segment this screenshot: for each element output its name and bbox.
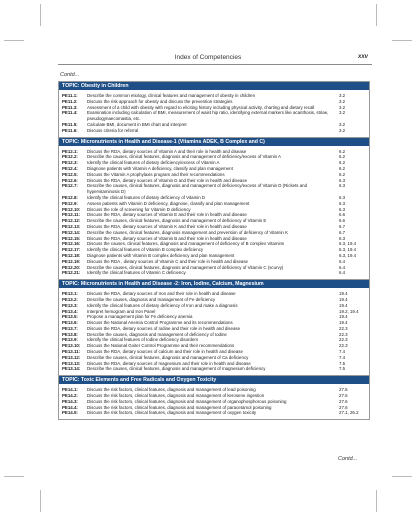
competency-row: [59, 366, 369, 372]
competency-description: Discuss the RDA, dietary sources of Vitamin A and their role in health and disease: [87, 148, 247, 154]
competency-code: PE13.5:: [62, 314, 78, 320]
chapter-reference: 6.6: [339, 218, 346, 224]
competency-description: Describe the causes, clinical features, diagnosis and management of deficiency/excess of Vitamin D (Rickets and hypervitaminosis D): [87, 183, 308, 195]
competency-code: PE13.1:: [62, 291, 78, 297]
competency-group: [59, 384, 369, 419]
chapter-reference: 19.4: [339, 314, 348, 320]
competency-description: Describe the causes, clinical features, diagnosis and management of magnesium deficiency: [87, 366, 266, 372]
competency-code: PE11.6:: [62, 127, 78, 133]
competency-row: [59, 128, 369, 134]
chapter-reference: 6.2: [339, 171, 346, 177]
chapter-reference: 7.4: [339, 354, 346, 360]
competency-description: Diagnose patients with Vitamin B complex deficiency and plan management: [87, 252, 235, 258]
crop-mark-top-right-v: [376, 4, 377, 26]
chapter-reference: 27.6: [339, 393, 348, 399]
competency-code: PE13.3:: [62, 302, 78, 308]
competency-code: PE12.1:: [62, 148, 78, 154]
chapter-reference: 19.4: [339, 320, 348, 326]
chapter-reference: 6.7: [339, 223, 346, 229]
chapter-reference: 6.3: [339, 235, 346, 241]
topic-header: TOPIC: Micronutrients in Health and Disease -2: Iron, Iodine, Calcium, Magnesium: [59, 279, 369, 288]
competency-code: PE12.5:: [62, 171, 78, 177]
competency-description: Identify the clinical features of dietary deficiency/excess of Vitamin A: [87, 160, 220, 166]
chapter-reference: 22.3: [339, 343, 348, 349]
competency-description: Identify the clinical features of Iodine deficiency disorders: [87, 337, 199, 343]
chapter-reference: 6.3, 19.4: [339, 252, 357, 258]
competency-code: PE12.21:: [62, 270, 81, 276]
competency-code: PE12.18:: [62, 252, 81, 258]
chapter-reference: 6.3: [339, 206, 346, 212]
competency-code: PE12.13:: [62, 223, 81, 229]
chapter-reference: 27.1, 26.2: [339, 410, 359, 416]
competency-code: PE13.13:: [62, 360, 81, 366]
competency-group: [59, 288, 369, 375]
competency-description: Identify the clinical features of Vitamin C deficiency: [87, 270, 186, 276]
competency-row: [59, 110, 369, 122]
crop-mark-bottom-left: [4, 476, 24, 477]
competency-description: Discuss the RDA, dietary sources of Vitamin E and their role in health and disease: [87, 212, 247, 218]
chapter-reference: 19.2, 19.4: [339, 308, 359, 314]
competency-code: PE13.9:: [62, 337, 78, 343]
competency-description: Discuss the Vitamin A prophylaxis program and their recommendations: [87, 171, 225, 177]
competency-code: PE13.8:: [62, 331, 78, 337]
competency-code: PE14.3:: [62, 398, 78, 404]
competency-description: Discuss the role of screening for Vitamin D deficiency: [87, 206, 191, 212]
competency-description: Discuss the RDA, dietary sources of Iodine and their role in health and disease: [87, 325, 241, 331]
competency-row: [59, 270, 369, 276]
competency-code: PE12.3:: [62, 160, 78, 166]
competency-code: PE13.11:: [62, 349, 81, 355]
contd-label-bottom: Contd...: [338, 456, 358, 462]
chapter-reference: 6.4: [339, 258, 346, 264]
competency-code: PE12.20:: [62, 264, 81, 270]
chapter-reference: 6.2: [339, 154, 346, 160]
competency-code: PE13.7:: [62, 325, 78, 331]
competency-description: Discuss the risk factors, clinical features, diagnosis and management of organophosphorous poisoning: [87, 398, 287, 404]
chapter-reference: 6.3: [339, 200, 346, 206]
chapter-reference: 6.2: [339, 165, 346, 171]
competency-description: Describe the causes, diagnosis and management of Fe deficiency: [87, 296, 216, 302]
chapter-reference: 3.2: [339, 93, 346, 98]
competency-description: Discuss the RDA, dietary sources of Vitamin D and their role in health and disease: [87, 177, 248, 183]
competency-code: PE11.5:: [62, 121, 78, 127]
chapter-reference: 3.2: [339, 110, 346, 116]
competency-code: PE12.15:: [62, 235, 81, 241]
chapter-reference: 19.4: [339, 291, 348, 297]
chapter-reference: 6.3, 19.4: [339, 241, 357, 247]
competency-code: PE12.16:: [62, 241, 81, 247]
chapter-reference: 6.6: [339, 212, 346, 218]
competency-code: PE12.14:: [62, 229, 81, 235]
competency-code: PE11.4:: [62, 110, 78, 116]
competency-code: PE12.19:: [62, 258, 81, 264]
competency-code: PE12.11:: [62, 212, 81, 218]
competency-code: PE13.14:: [62, 366, 81, 372]
chapter-reference: 27.6: [339, 404, 348, 410]
chapter-reference: 27.6: [339, 398, 348, 404]
chapter-reference: 3.2: [339, 127, 346, 133]
competency-description: Identify the clinical features of dietary deficiency of Vitamin D: [87, 194, 206, 200]
crop-mark-top-left-v: [40, 4, 41, 26]
page-header: [0, 52, 416, 66]
competency-description: Discuss the risk approach for obesity and discuss the prevention strategies: [87, 98, 233, 104]
competency-description: Discuss the causes, clinical features, diagnosis and management of deficiency of B complex Vitamins: [87, 241, 285, 247]
competency-description: Describe the causes, clinical features, diagnosis and management of Ca deficiency: [87, 354, 249, 360]
chapter-reference: 6.3: [339, 177, 346, 183]
chapter-reference: 3.2: [339, 104, 346, 110]
competency-description: Discuss the risk factors, clinical features, diagnosis and management of paracetamol poisoning: [87, 404, 272, 410]
chapter-reference: 27.6: [339, 387, 348, 393]
competency-code: PE14.4:: [62, 404, 78, 410]
competency-description: Identify the clinical features of Vitamin B complex deficiency: [87, 247, 204, 253]
competency-description: Diagnose patients with Vitamin A deficiency, classify and plan management: [87, 165, 233, 171]
chapter-reference: 3.2: [339, 121, 346, 127]
competency-row: [59, 183, 369, 195]
topic-header: TOPIC: Toxic Elements and Free Radicals and Oxygen Toxicity: [59, 375, 369, 384]
chapter-reference: 19.4: [339, 296, 348, 302]
competency-code: PE12.10:: [62, 206, 81, 212]
header-title: Index of Competencies: [174, 54, 242, 61]
competency-description: Discuss the risk factors, clinical features, diagnosis and management of lead poisoning: [87, 387, 256, 393]
competency-description: Discuss the risk factors, clinical features, diagnosis and management of oxygen toxicity: [87, 410, 257, 416]
competency-description: Describe the causes, clinical features, diagnosis and management of deficiency of Vitamin C (scurvy): [87, 264, 284, 270]
chapter-reference: 6.3: [339, 183, 346, 189]
competency-code: PE11.1:: [62, 93, 78, 98]
competency-description: Discuss the RDA , dietary sources of Vitamin C and their role in health and disease: [87, 258, 248, 264]
competency-code: PE13.12:: [62, 354, 81, 360]
competency-description: Calculate BMI, document in BMI chart and interpret: [87, 121, 187, 127]
topic-header: TOPIC: Micronutrients in Health and Disease-1 (Vitamins ADEK, B Complex and C): [59, 137, 369, 146]
competency-description: Discuss the risk factors, clinical features, diagnosis and management of kerosene ingestion: [87, 393, 265, 399]
competency-code: PE14.2:: [62, 393, 78, 399]
chapter-reference: 22.3: [339, 325, 348, 331]
competency-code: PE14.5:: [62, 410, 78, 416]
competency-code: PE14.1:: [62, 387, 78, 393]
competency-description: Discuss criteria for referral: [87, 127, 139, 133]
competency-description: Describe the causes, clinical features, diagnosis and management of deficiency/excess of Vitamin A: [87, 154, 281, 160]
competency-code: PE12.2:: [62, 154, 78, 160]
competency-description: Discuss the RDA, dietary sources of Iron and their role in health and disease: [87, 291, 236, 297]
competency-description: Describe the common etiology, clinical features and management of obesity in children: [87, 93, 256, 98]
crop-mark-bottom-right-v: [376, 490, 377, 512]
page-number: xxv: [357, 54, 368, 60]
competency-group: [59, 90, 369, 137]
competency-description: Propose a management plan for Fe deficiency anemia: [87, 314, 193, 320]
competency-code: PE12.9:: [62, 200, 78, 206]
chapter-reference: 22.3: [339, 331, 348, 337]
competency-code: PE12.8:: [62, 194, 78, 200]
competency-code: PE11.3:: [62, 104, 78, 110]
competency-group: [59, 146, 369, 280]
competency-code: PE11.2:: [62, 98, 78, 104]
chapter-reference: 7.4: [339, 349, 346, 355]
chapter-reference: 7.5: [339, 360, 346, 366]
competency-description: Identify the clinical features of dietary deficiency of Iron and make a diagnosis: [87, 302, 238, 308]
competency-code: PE12.17:: [62, 247, 81, 253]
chapter-reference: 6.4: [339, 270, 346, 276]
competency-table: [58, 81, 370, 420]
chapter-reference: 22.3: [339, 337, 348, 343]
competency-code: PE12.6:: [62, 177, 78, 183]
crop-mark-top-right: [392, 40, 412, 41]
contd-label-top: Contd...: [60, 72, 80, 78]
competency-description: Discuss the RDA, dietary sources of calcium and their role in health and disease: [87, 349, 243, 355]
competency-code: PE12.12:: [62, 218, 81, 224]
competency-description: Discuss the National Anemia Control Programme and its recommendations: [87, 320, 233, 326]
topic-header: TOPIC: Obesity in Children: [59, 82, 369, 90]
competency-code: PE12.4:: [62, 165, 78, 171]
competency-row: [59, 410, 369, 416]
chapter-reference: 6.2: [339, 160, 346, 166]
chapter-reference: 7.5: [339, 366, 346, 372]
competency-description: Discuss the RDA, dietary sources of Vitamin B and their role in health and disease: [87, 235, 247, 241]
competency-code: PE13.10:: [62, 343, 81, 349]
competency-description: Describe the causes, clinical features, diagnosis and management of deficiency of Vitamin E: [87, 218, 267, 224]
crop-mark-bottom-right: [392, 476, 412, 477]
competency-description: Assessment of a child with obesity with regard to eliciting history including physical activity, charting and dietary recall: [87, 104, 315, 110]
competency-description: Describe the causes, diagnosis and management of deficiency of Iodine: [87, 331, 227, 337]
chapter-reference: 3.2: [339, 98, 346, 104]
competency-description: Examination including calculation of BMI, measurement of waist hip ratio, identifying external markers like acanthosis, striae, pseudogynaecomastia, etc.: [87, 110, 329, 122]
competency-description: Discuss the RDA, dietary sources of magnesium and their role in health and disease: [87, 360, 251, 366]
crop-mark-bottom-left-v: [40, 490, 41, 512]
competency-description: Discuss the RDA, dietary sources of Vitamin K and their role in health and disease: [87, 223, 247, 229]
competency-description: Discuss the National Goiter Control Programme and their recommendations: [87, 343, 235, 349]
chapter-reference: 6.4: [339, 264, 346, 270]
competency-description: Interpret hemogram and Iron Panel: [87, 308, 156, 314]
header-rule: [58, 64, 372, 65]
competency-code: PE13.2:: [62, 296, 78, 302]
competency-code: PE13.4:: [62, 308, 78, 314]
chapter-reference: 6.7: [339, 229, 346, 235]
chapter-reference: 6.3, 19.4: [339, 247, 357, 253]
chapter-reference: 6.3: [339, 194, 346, 200]
competency-code: PE13.6:: [62, 320, 78, 326]
crop-mark-top-left: [4, 40, 24, 41]
competency-code: PE12.7:: [62, 183, 78, 189]
chapter-reference: 6.2: [339, 148, 346, 154]
competency-description: Describe the causes, clinical features, diagnosis management and prevention of deficiency of Vitamin K: [87, 229, 289, 235]
chapter-reference: 19.4: [339, 302, 348, 308]
competency-description: Assess patients with Vitamin D deficiency, diagnose, classify and plan management: [87, 200, 250, 206]
